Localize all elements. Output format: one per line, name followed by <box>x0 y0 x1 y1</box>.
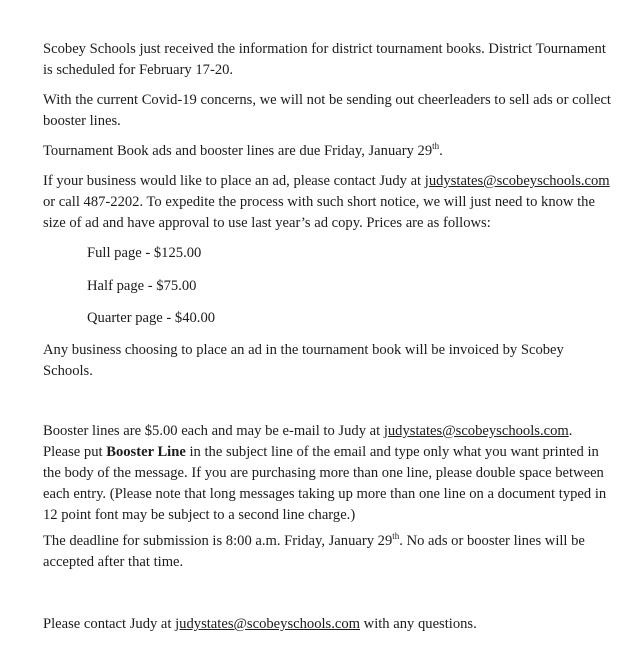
price-quarter-page: Quarter page - $40.00 <box>87 310 216 326</box>
booster-email-link[interactable]: judystates@scobeyschools.com <box>383 423 569 439</box>
due-date-end: . <box>439 143 443 159</box>
booster-line-2-start: Please put <box>43 444 107 460</box>
ads-paragraph <box>43 171 623 234</box>
intro-line-1: Scobey Schools just received the information for district tournament books. District Tournament <box>43 41 606 57</box>
booster-line-2-end: in the subject line of the email and type only what you want printed in <box>185 444 599 460</box>
invoice-line-2: Schools. <box>43 363 93 379</box>
booster-line-1-end: . <box>568 423 573 439</box>
due-date-paragraph <box>43 141 623 162</box>
booster-paragraph <box>43 421 623 526</box>
due-date-suffix: th <box>432 141 440 152</box>
deadline-line-1: The deadline for submission is 8:00 a.m. Friday, January 29 <box>43 533 393 549</box>
contact-email-link[interactable]: judystates@scobeyschools.com <box>175 616 361 632</box>
invoice-paragraph <box>43 340 623 382</box>
intro-line-2: is scheduled for February 17-20. <box>43 62 234 78</box>
contact-text: Please contact Judy at <box>43 616 176 632</box>
due-date-text: Tournament Book ads and booster lines are due Friday, January 29 <box>43 143 433 159</box>
booster-line-5: 12 point font may be subject to a second line charge.) <box>43 507 356 523</box>
covid-line-2: booster lines. <box>43 113 121 129</box>
contact-text-end: with any questions. <box>360 616 477 632</box>
deadline-paragraph <box>43 531 623 573</box>
invoice-line-1: Any business choosing to place an ad in the tournament book will be invoiced by Scobey <box>43 342 564 358</box>
ads-line-3: size of ad and have approval to use last year’s ad copy. Prices are as follows: <box>43 215 491 231</box>
ads-line-1: If your business would like to place an ad, please contact Judy at <box>43 173 425 189</box>
ads-line-2: or call 487-2202. To expedite the process with such short notice, we will just need to know the <box>43 194 595 210</box>
booster-line-4: each entry. (Please note that long messages taking up more than one line on a document typed in <box>43 486 607 502</box>
price-half-page: Half page - $75.00 <box>87 278 197 294</box>
booster-line-subject: Booster Line <box>106 444 186 460</box>
covid-paragraph <box>43 90 623 132</box>
deadline-suffix: th <box>392 531 400 542</box>
price-full-page: Full page - $125.00 <box>87 245 202 261</box>
deadline-line-1-end: . No ads or booster lines will be <box>399 533 585 549</box>
ads-email-link[interactable]: judystates@scobeyschools.com <box>424 173 610 189</box>
deadline-line-2: accepted after that time. <box>43 554 184 570</box>
intro-paragraph <box>43 39 623 81</box>
covid-line-1: With the current Covid-19 concerns, we will not be sending out cheerleaders to sell ads or collect <box>43 92 611 108</box>
contact-paragraph <box>43 614 623 635</box>
booster-line-3: the body of the message. If you are purchasing more than one line, please double space between <box>43 465 604 481</box>
booster-line-1: Booster lines are $5.00 each and may be e-mail to Judy at <box>43 423 384 439</box>
